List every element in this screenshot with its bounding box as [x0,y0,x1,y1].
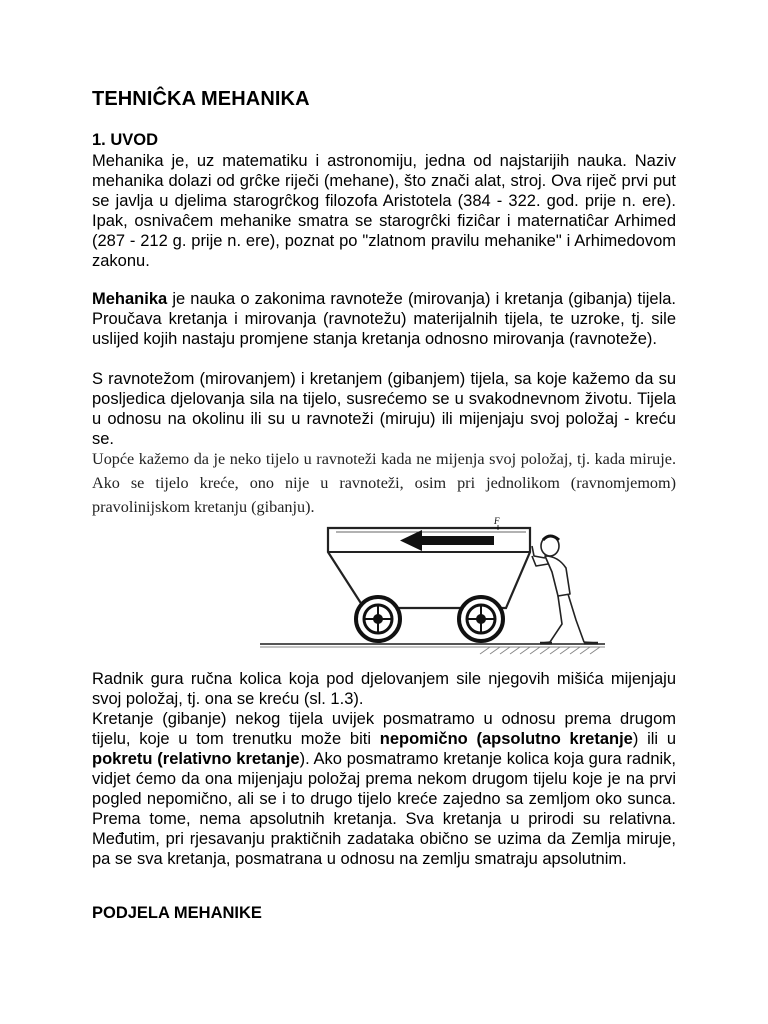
paragraph-kretanje-text-3: ). Ako posmatramo kretanje kolica koja gura radnik, vidjet ćemo da ona mijenjaju položaj prema nekom drugom tijelu koje je na prvi pogled nepomično, ali se i to drugo tijelo kreće zajedno sa zemljom oko sunca. Prema tome, nema apsolutnih kretanja. Sva kretanja u prirodi su relativna. Međutim, pri rjesavanju praktičnih zadataka obično se uzima da Zemlja miruje, pa se sva kretanja, posmatrana u odnosu na zemlju smatraju apsolutnim. [92,750,677,868]
paragraph-kretanje [92,709,676,869]
cart-wheel-left [356,597,400,641]
term-pokretu: pokretu (relativno kretanje [92,750,300,768]
paragraph-intro: Mehanika je, uz matematiku i astronomiju, jedna od najstarijih nauka. Naziv mehanika dolazi od grĉke riječi (mehane), što znači alat, stroj. Ova riječ prvi put se javlja u djelima starogrĉkog filozofa Aristotela (384 - 322. god. prije n. ere). Ipak, osnivaĉem mehanike smatra se starogrĉki fiziĉar i maternatiĉar Arhimed (287 - 212 g. prije n. ere), poznat po "zlatnom pravilu mehanike" i Arhimedovom zakonu. [92,152,676,270]
paragraph-kretanje-text-2: ) ili u [632,730,676,748]
paragraph-kretanje-text-1: Kretanje (gibanje) nekog tijela uvijek posmatramo u odnosu prema drugom tijelu, koje u tom trenutku može biti [92,710,676,748]
ground-hatching [260,644,605,654]
paragraph-mehanika-definition [92,289,676,349]
paragraph-ravnoteza: S ravnotežom (mirovanjem) i kretanjem (gibanjem) tijela, sa koje kažemo da su posljedica djelovanja sila na tijelo, susrećemo se u svakodnevnom životu. Tijela u odnosu na okolinu ili su u ravnoteži (miruju) ili mijenjaju svoj položaj - kreću se. [92,370,676,448]
cart-illustration [240,516,620,664]
figure-worker-pushing-cart [240,516,620,664]
section-heading-uvod: 1. UVOD [92,131,159,149]
cart-wheel-right [459,597,503,641]
document-page [92,0,676,1024]
worker-figure [532,536,598,643]
term-nepomicno: nepomično (apsolutno kretanje [379,730,633,748]
paragraph-uopce: Uopće kažemo da je neko tijelo u ravnoteži kada ne mijenja svoj položaj, tj. kada miruje. Ako se tijelo kreće, ono nije u ravnoteži, osim pri jednolikom (ravnomjemom) pravolinijskom kretanju (gibanju). [92,450,676,516]
paragraph-mehanika-text: je nauka o zakonima ravnoteže (mirovanja) i kretanja (gibanja) tijela. Proučava kretanja i mirovanja (ravnotežu) materijalnih tijela, te uzroke, tj. sile uslijed kojih nastaju promjene stanja kretanja odnosno mirovanja (ravnoteže). [92,290,676,348]
document-title: TEHNIĈKA MEHANIKA [92,88,310,110]
force-label: F [494,516,500,526]
paragraph-radnik: Radnik gura ručna kolica koja pod djelovanjem sile njegovih mišića mijenjaju svoj položaj, tj. ona se kreću (sl. 1.3). [92,670,676,708]
term-mehanika: Mehanika [92,290,168,308]
section-heading-podjela: PODJELA MEHANIKE [92,904,262,922]
